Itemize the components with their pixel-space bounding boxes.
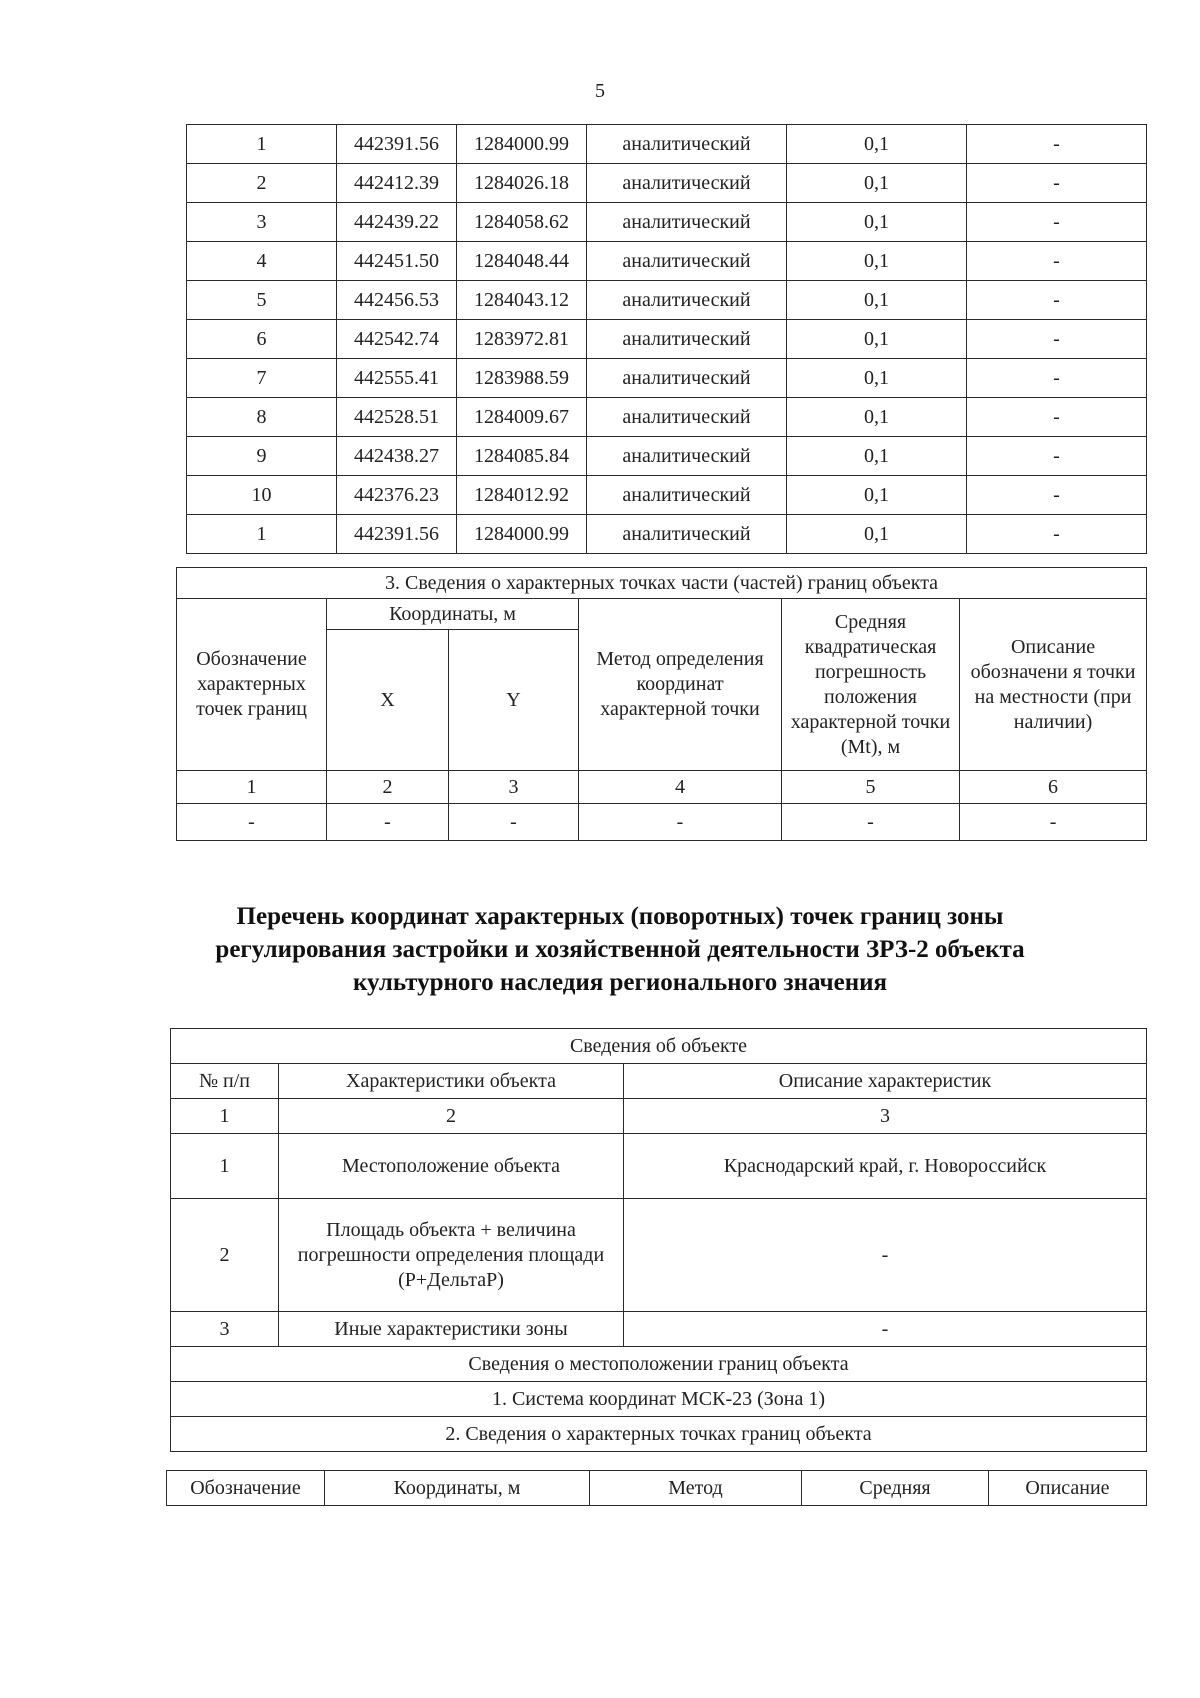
table-row [187, 125, 1147, 164]
point-method-cell: аналитический [587, 281, 787, 320]
point-n-cell: 5 [187, 281, 337, 320]
column-number: 2 [279, 1099, 624, 1134]
page-number: 5 [595, 80, 605, 102]
point-y-cell: 1283972.81 [457, 320, 587, 359]
cut-header-cell: Метод [590, 1471, 802, 1506]
point-y-cell: 1283988.59 [457, 359, 587, 398]
characteristic-cell: Иные характеристики зоны [279, 1312, 624, 1347]
point-y-cell: 1284000.99 [457, 515, 587, 554]
characteristic-cell: Площадь объекта + величина погрешности определения площади (Р+ДельтаР) [279, 1199, 624, 1312]
point-x-cell: 442528.51 [337, 398, 457, 437]
empty-cell: - [177, 804, 327, 841]
point-x-cell: 442391.56 [337, 515, 457, 554]
point-x-cell: 442555.41 [337, 359, 457, 398]
point-x-cell: 442451.50 [337, 242, 457, 281]
point-y-cell: 1284058.62 [457, 203, 587, 242]
point-y-cell: 1284026.18 [457, 164, 587, 203]
point-n-cell: 1 [187, 125, 337, 164]
table-row [187, 320, 1147, 359]
point-x-cell: 442456.53 [337, 281, 457, 320]
col-error-header: Средняя квадратическая погрешность положения характерной точки (Mt), м [782, 599, 960, 771]
point-mt-cell: 0,1 [787, 281, 967, 320]
point-x-cell: 442391.56 [337, 125, 457, 164]
point-y-cell: 1284000.99 [457, 125, 587, 164]
point-method-cell: аналитический [587, 203, 787, 242]
parts-caption: 3. Сведения о характерных точках части (частей) границ объекта [177, 568, 1147, 599]
coordinate-system: 1. Система координат МСК-23 (Зона 1) [171, 1382, 1147, 1417]
point-mt-cell: 0,1 [787, 359, 967, 398]
point-y-cell: 1284085.84 [457, 437, 587, 476]
point-x-cell: 442439.22 [337, 203, 457, 242]
point-desc-cell: - [967, 164, 1147, 203]
table-row [187, 476, 1147, 515]
column-number: 5 [782, 771, 960, 804]
cut-header-table [166, 1470, 1147, 1506]
description-cell: - [624, 1199, 1147, 1312]
column-number: 1 [177, 771, 327, 804]
point-mt-cell: 0,1 [787, 476, 967, 515]
point-desc-cell: - [967, 125, 1147, 164]
heading-line: культурного наследия регионального значения [352, 969, 888, 996]
col-desc-header: Описание характеристик [624, 1064, 1147, 1099]
boundary-points-table [186, 124, 1147, 554]
row-number: 1 [171, 1134, 279, 1199]
point-method-cell: аналитический [587, 515, 787, 554]
empty-cell: - [327, 804, 449, 841]
point-method-cell: аналитический [587, 398, 787, 437]
column-number: 3 [449, 771, 579, 804]
point-x-cell: 442438.27 [337, 437, 457, 476]
point-method-cell: аналитический [587, 476, 787, 515]
point-n-cell: 3 [187, 203, 337, 242]
point-desc-cell: - [967, 320, 1147, 359]
point-mt-cell: 0,1 [787, 203, 967, 242]
point-desc-cell: - [967, 437, 1147, 476]
column-number: 2 [327, 771, 449, 804]
table-row [187, 242, 1147, 281]
points-title: 2. Сведения о характерных точках границ объекта [171, 1417, 1147, 1452]
point-y-cell: 1284048.44 [457, 242, 587, 281]
point-method-cell: аналитический [587, 359, 787, 398]
point-n-cell: 4 [187, 242, 337, 281]
description-cell: - [624, 1312, 1147, 1347]
point-method-cell: аналитический [587, 125, 787, 164]
col-designation-header: Обозначение характерных точек границ [177, 599, 327, 771]
cut-header-cell: Обозначение [167, 1471, 325, 1506]
cut-header-cell: Координаты, м [325, 1471, 590, 1506]
object-info-table [170, 1028, 1147, 1452]
table-row [187, 359, 1147, 398]
point-desc-cell: - [967, 203, 1147, 242]
heading-line: Перечень координат характерных (поворотных) точек границ зоны [236, 903, 1004, 930]
column-number: 6 [960, 771, 1147, 804]
point-y-cell: 1284043.12 [457, 281, 587, 320]
point-method-cell: аналитический [587, 242, 787, 281]
column-number: 3 [624, 1099, 1147, 1134]
table-row [187, 437, 1147, 476]
empty-cell: - [579, 804, 782, 841]
empty-cell: - [960, 804, 1147, 841]
point-x-cell: 442376.23 [337, 476, 457, 515]
point-y-cell: 1284009.67 [457, 398, 587, 437]
point-method-cell: аналитический [587, 164, 787, 203]
point-desc-cell: - [967, 281, 1147, 320]
point-n-cell: 6 [187, 320, 337, 359]
row-number: 3 [171, 1312, 279, 1347]
cut-header-cell: Описание [989, 1471, 1147, 1506]
point-mt-cell: 0,1 [787, 320, 967, 359]
point-desc-cell: - [967, 398, 1147, 437]
empty-cell: - [449, 804, 579, 841]
point-n-cell: 1 [187, 515, 337, 554]
table-row [187, 398, 1147, 437]
table-row [187, 515, 1147, 554]
point-mt-cell: 0,1 [787, 437, 967, 476]
point-n-cell: 9 [187, 437, 337, 476]
point-desc-cell: - [967, 515, 1147, 554]
point-n-cell: 7 [187, 359, 337, 398]
section-heading [140, 900, 1100, 999]
characteristic-cell: Местоположение объекта [279, 1134, 624, 1199]
col-num-header: № п/п [171, 1064, 279, 1099]
object-info-title: Сведения об объекте [171, 1029, 1147, 1064]
point-mt-cell: 0,1 [787, 515, 967, 554]
point-method-cell: аналитический [587, 437, 787, 476]
heading-line: регулирования застройки и хозяйственной деятельности ЗРЗ-2 объекта [215, 936, 1025, 963]
point-mt-cell: 0,1 [787, 125, 967, 164]
table-row [187, 164, 1147, 203]
point-mt-cell: 0,1 [787, 242, 967, 281]
location-title: Сведения о местоположении границ объекта [171, 1347, 1147, 1382]
point-x-cell: 442412.39 [337, 164, 457, 203]
col-char-header: Характеристики объекта [279, 1064, 624, 1099]
description-cell: Краснодарский край, г. Новороссийск [624, 1134, 1147, 1199]
point-mt-cell: 0,1 [787, 398, 967, 437]
column-number: 1 [171, 1099, 279, 1134]
point-desc-cell: - [967, 359, 1147, 398]
row-number: 2 [171, 1199, 279, 1312]
table-row [187, 203, 1147, 242]
table-row [187, 281, 1147, 320]
point-desc-cell: - [967, 242, 1147, 281]
point-method-cell: аналитический [587, 320, 787, 359]
col-x-header: X [327, 630, 449, 771]
col-description-header: Описание обозначени я точки на местности (при наличии) [960, 599, 1147, 771]
part-boundary-points-table [176, 567, 1147, 841]
point-n-cell: 8 [187, 398, 337, 437]
point-y-cell: 1284012.92 [457, 476, 587, 515]
column-number: 4 [579, 771, 782, 804]
point-x-cell: 442542.74 [337, 320, 457, 359]
cut-header-cell: Средняя [802, 1471, 989, 1506]
point-n-cell: 10 [187, 476, 337, 515]
point-desc-cell: - [967, 476, 1147, 515]
point-mt-cell: 0,1 [787, 164, 967, 203]
empty-cell: - [782, 804, 960, 841]
point-n-cell: 2 [187, 164, 337, 203]
col-coords-header: Координаты, м [327, 599, 579, 630]
col-method-header: Метод определения координат характерной точки [579, 599, 782, 771]
col-y-header: Y [449, 630, 579, 771]
